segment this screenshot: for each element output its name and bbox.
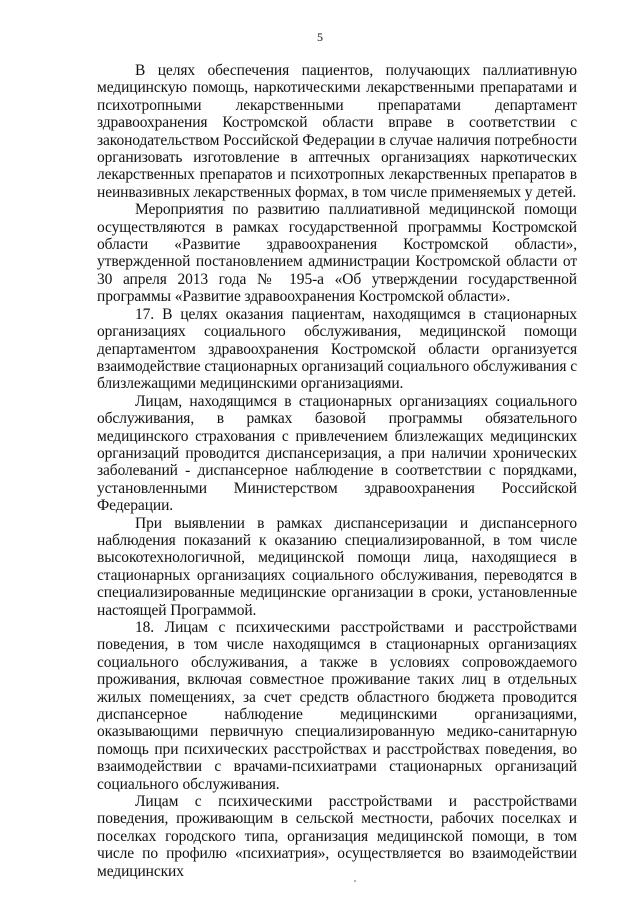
page-number: 5 [317, 30, 323, 44]
paragraph-dispensary-exam: Лицам, находящимся в стационарных организациях социального обслуживания, в рамках базовой программы обязательного медицинского страхования с привлечением близлежащих медицинских организаций проводится диспансеризация, а при наличии хронических заболеваний - диспансерное наблюдение в соответствии с порядками, установленными Министерством здравоохранения Российской Федерации. [97, 392, 577, 515]
paragraph-section-17: 17. В целях оказания пациентам, находящимся в стационарных организациях социального обслуживания, медицинской помощи департаментом здравоохранения Костромской области организуется взаимодействие стационарных организаций социального обслуживания с близлежащими медицинскими организациями. [97, 305, 577, 393]
paragraph-specialized-care: При выявлении в рамках диспансеризации и диспансерного наблюдения показаний к оказанию специализированной, в том числе высокотехнологичной, медицинской помощи лица, находящиеся в стационарных организациях социального обслуживания, переводятся в специализированные медицинские организации в сроки, установленные настоящей Программой. [97, 514, 577, 619]
paragraph-section-18: 18. Лицам с психическими расстройствами и расстройствами поведения, в том числе находящимся в стационарных организациях социального обслуживания, а также в условиях сопровождаемого проживания, включая совместное проживание таких лиц в отдельных жилых помещениях, за счет средств областного бюджета проводится диспансерное наблюдение медицинскими организациями, оказывающими первичную специализированную медико-санитарную помощь при психических расстройствах и расстройствах поведения, во взаимодействии с врачами-психиатрами стационарных организаций социального обслуживания. [97, 619, 577, 793]
scan-dot [354, 880, 356, 882]
paragraph-rural-psychiatry: Лицам с психическими расстройствами и расстройствами поведения, проживающим в сельской местности, рабочих поселках и поселках городского типа, организация медицинской помощи, в том числе по профилю «психиатрия», осуществляется во взаимодействии медицинских [97, 793, 577, 880]
paragraph-palliative-program: Мероприятия по развитию паллиативной медицинской помощи осуществляются в рамках государственной программы Костромской области «Развитие здравоохранения Костромской области», утвержденной постановлением администрации Костромской области от 30 апреля 2013 года № 195-а «Об утверждении государственной программы «Развитие здравоохранения Костромской области». [97, 201, 577, 306]
document-body [97, 62, 577, 880]
paragraph-palliative-drugs: В целях обеспечения пациентов, получающих паллиативную медицинскую помощь, наркотическими лекарственными препаратами и психотропными лекарственными препаратами департамент здравоохранения Костромской области вправе в соответствии с законодательством Российской Федерации в случае наличия потребности организовать изготовление в аптечных организациях наркотических лекарственных препаратов и психотропных лекарственных препаратов в неинвазивных лекарственных формах, в том числе применяемых у детей. [97, 62, 577, 201]
